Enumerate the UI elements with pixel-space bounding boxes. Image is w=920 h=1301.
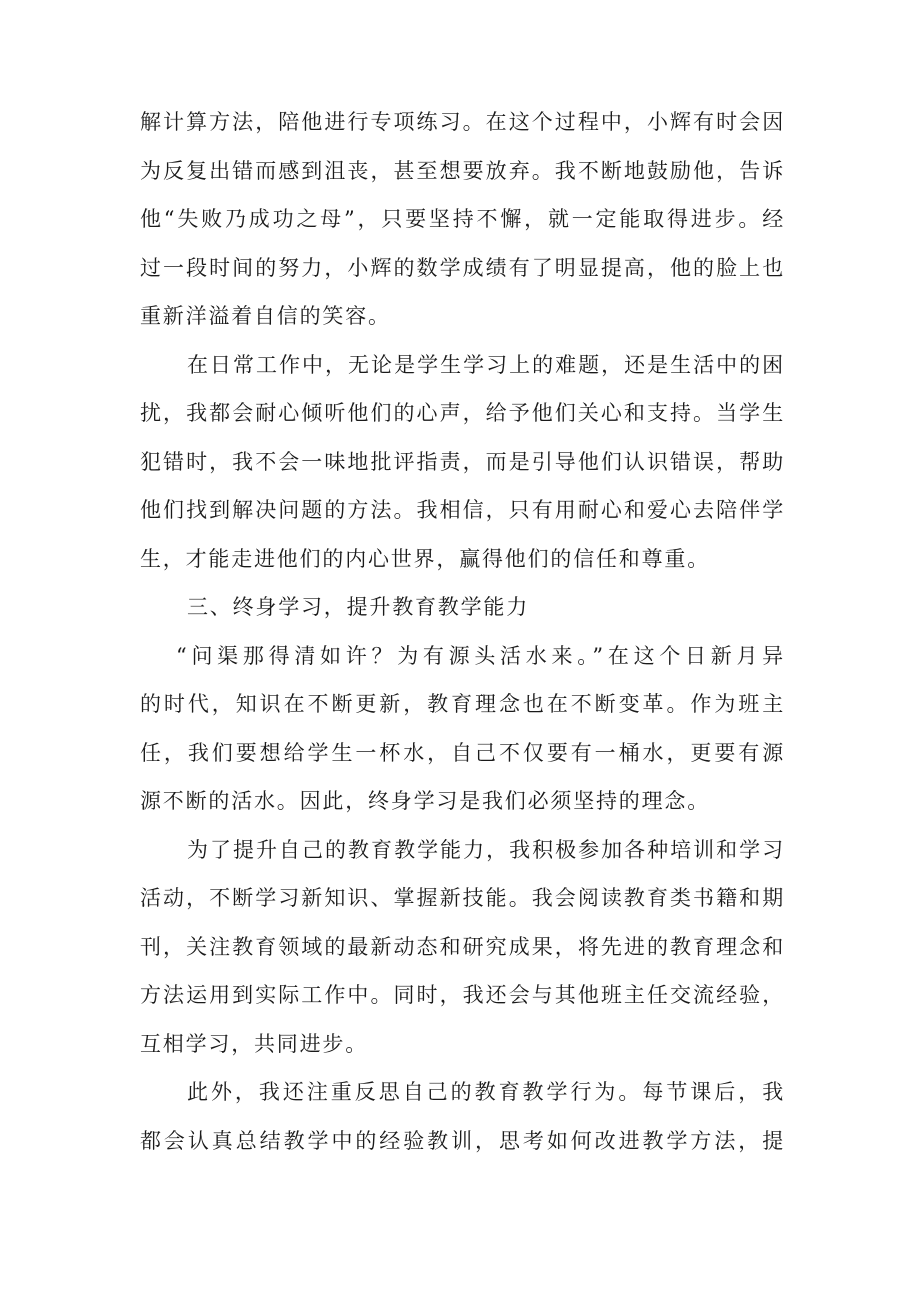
text-line: 为了提升自己的教育教学能力，我积极参加各种培训和学习: [187, 837, 785, 862]
text-line: 他“失败乃成功之母”，只要坚持不懈，就一定能取得进步。经: [140, 207, 785, 231]
text-line: 的时代，知识在不断更新，教育理念也在不断变革。作为班主: [140, 692, 785, 716]
text-line: 活动，不断学习新知识、掌握新技能。我会阅读教育类书籍和期: [140, 886, 785, 910]
text-line: 重新洋溢着自信的笑容。: [140, 304, 391, 328]
section-heading: 三、终身学习，提升教育教学能力: [187, 595, 529, 619]
text-line: 互相学习，共同进步。: [140, 1031, 368, 1056]
text-line: 刊，关注教育领域的最新动态和研究成果，将先进的教育理念和: [140, 934, 785, 959]
text-line: 生，才能走进他们的内心世界，赢得他们的信任和尊重。: [140, 546, 710, 571]
text-line: 犯错时，我不会一味地批评指责，而是引导他们认识错误，帮助: [140, 449, 785, 474]
text-line: 都会认真总结教学中的经验教训，思考如何改进教学方法，提: [140, 1128, 785, 1153]
text-line: 扰，我都会耐心倾听他们的心声，给予他们关心和支持。当学生: [140, 401, 785, 425]
text-line: “问渠那得清如许？为有源头活水来。”在这个日新月异: [176, 643, 785, 668]
text-line: 在日常工作中，无论是学生学习上的难题，还是生活中的困: [187, 352, 785, 377]
body-text: [140, 98, 785, 1165]
text-line: 过一段时间的努力，小辉的数学成绩有了明显提高，他的脸上也: [140, 255, 785, 280]
text-line: 任，我们要想给学生一杯水，自己不仅要有一桶水，更要有源: [140, 740, 785, 765]
text-line: 此外，我还注重反思自己的教育教学行为。每节课后，我: [187, 1080, 785, 1104]
text-line: 方法运用到实际工作中。同时，我还会与其他班主任交流经验，: [140, 983, 785, 1007]
text-line: 他们找到解决问题的方法。我相信，只有用耐心和爱心去陪伴学: [140, 498, 785, 522]
text-line: 解计算方法，陪他进行专项练习。在这个过程中，小辉有时会因: [140, 110, 785, 134]
text-line: 源不断的活水。因此，终身学习是我们必须坚持的理念。: [140, 789, 710, 813]
text-line: 为反复出错而感到沮丧，甚至想要放弃。我不断地鼓励他，告诉: [140, 158, 785, 183]
